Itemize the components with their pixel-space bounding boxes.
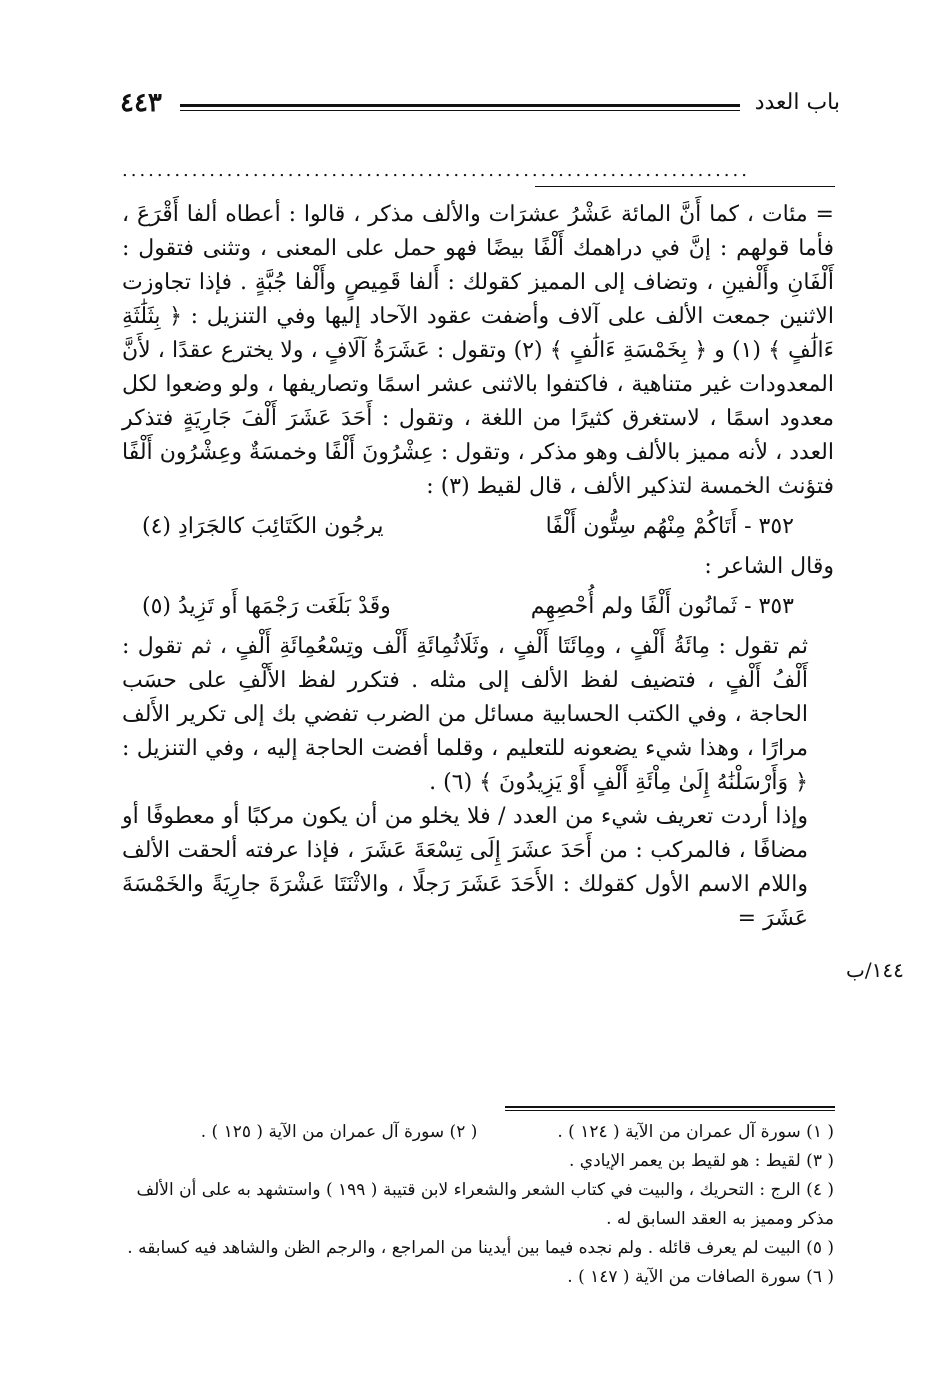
paragraph-1: = مئات ، كما أَنَّ المائة عَشْرُ عشرَات والألف مذكر ، قالوا : أعطاه ألفا أَقْرَعَ ، فأما قولهم : إنَّ في دراهمك أَلْفًا بيضًا فهو حمل على المعنى ، وتثنى فتقول : أَلْفَانِ وأَلْفينِ ، وتضاف إلى المميز كقولك : أَلفا قَمِيصٍ وأَلْفا جُبَّةٍ . فإذا تجاوزت الاثنين جمعت الألف على آلاف وأضفت عقود الآحاد إليها وفي التنزيل : ﴿ بِثَلَٰثَةِ ءَالَٰفٍ ﴾ (١) و ﴿ بِخَمْسَةِ ءَالَٰفٍ ﴾ (٢) وتقول : عَشَرَةُ آلَافٍ ، ولا يخترع عقدًا ، لأَنَّ المعدودات غير متناهية ، فاكتفوا بالاثنى عشر اسمًا وتصاريفها ، ولو وضعوا لكل معدود اسمًا ، لاستغرق كثيرًا من اللغة ، وتقول : أَحَدَ عَشَرَ أَلْفَ جَارِيَةٍ فتذكر العدد ، لأنه مميز بالألف وهو مذكر ، وتقول : عِشْرُونَ أَلْفًا وخمسَةٌ وعِشْرُون أَلْفًا فتؤنث الخمسة لتذكير الألف ، قال لقيط (٣) :: [122, 202, 834, 499]
poet-intro: وقال الشاعر :: [704, 554, 834, 579]
verse-352-first-hemistich: ٣٥٢ - أَتَاكُمْ مِنْهُم سِتُّون أَلْفًا: [545, 514, 794, 539]
separator-line: [535, 186, 835, 187]
paragraph-2: ثم تقول : مِائَةُ أَلْفٍ ، ومِائَتَا أَلْفٍ ، وثَلَاثُمِائَةِ أَلْف وتِسْعُمِائَةِ أَلْفٍ ، ثم تقول : أَلْفُ أَلْفٍ ، فتضيف لفظ الألف إلى مثله . فتكرر لفظ الأَلْفِ على حسَب الحاجة ، وفي الكتب الحسابية مسائل من الضرب تفضي بك إلى تكرير الأَلف مرارًا ، وهذا شيء يضعونه للتعليم ، وقلما أفضت الحاجة إليه ، وفي التنزيل : ﴿ وَأَرْسَلْنَٰهُ إِلَىٰ مِاْئَةِ أَلْفٍ أَوْ يَزِيدُونَ ﴾ (٦) .: [122, 634, 808, 795]
footnote-rule: [505, 1106, 835, 1111]
verse-352: [122, 510, 834, 544]
dotted-separator: ........................................................................: [122, 160, 750, 181]
footnote-4: ( ٤) الرج : التحريك ، والبيت في كتاب الشعر والشعراء لابن قتيبة ( ١٩٩ ) واستشهد به على أن الألف مذكر ومميز به العقد السابق له .: [136, 1180, 834, 1229]
paragraph-3: وإذا أردت تعريف شيء من العدد / فلا يخلو من أن يكون مركبًا أو معطوفًا أو مضافًا ، فالمركب : من أَحَدَ عشَرَ إِلَى تِسْعَةَ عَشَرَ ، فإذا عرفته ألحقت الألف واللام الاسم الأول كقولك : الأَحَدَ عَشَرَ رَجلًا ، والاثْنَتَا عَشْرَةَ جارِيَةً والخَمْسَةَ عَشَرَ =: [122, 804, 808, 931]
footnote-5: ( ٥) البيت لم يعرف قائله . ولم نجده فيما بين أيدينا من المراجع ، والرجم الظن والشاهد فيه كسابقه .: [127, 1238, 834, 1258]
chapter-title: باب العدد: [754, 90, 840, 115]
main-text: [122, 198, 834, 936]
page-header: [120, 86, 840, 126]
footnote-3: ( ٣) لقيط : هو لقيط بن يعمر الإيادي .: [568, 1151, 834, 1171]
header-rule: [180, 104, 740, 111]
footnote-1: ( ١) سورة آل عمران من الآية ( ١٢٤ ) .: [557, 1122, 834, 1142]
page-number: ٤٤٣: [120, 88, 162, 118]
manuscript-folio-note: ١٤٤/ب: [846, 958, 904, 982]
footnote-2: ( ٢) سورة آل عمران من الآية ( ١٢٥ ) .: [200, 1122, 478, 1142]
verse-352-second-hemistich: يرجُون الكَتَائِبَ كالجَرَادِ (٤): [142, 514, 384, 539]
footnote-row: [118, 1118, 834, 1147]
verse-353-first-hemistich: ٣٥٣ - ثَمانُون أَلْفًا ولم أُحْصِهِم: [530, 594, 794, 619]
footnotes: [118, 1118, 834, 1292]
footnote-6: ( ٦) سورة الصافات من الآية ( ١٤٧ ) .: [567, 1267, 834, 1287]
verse-353-second-hemistich: وقَدْ بَلَغَت رَجْمَها أَو تَزِيدُ (٥): [142, 594, 391, 619]
verse-353: [122, 590, 834, 624]
